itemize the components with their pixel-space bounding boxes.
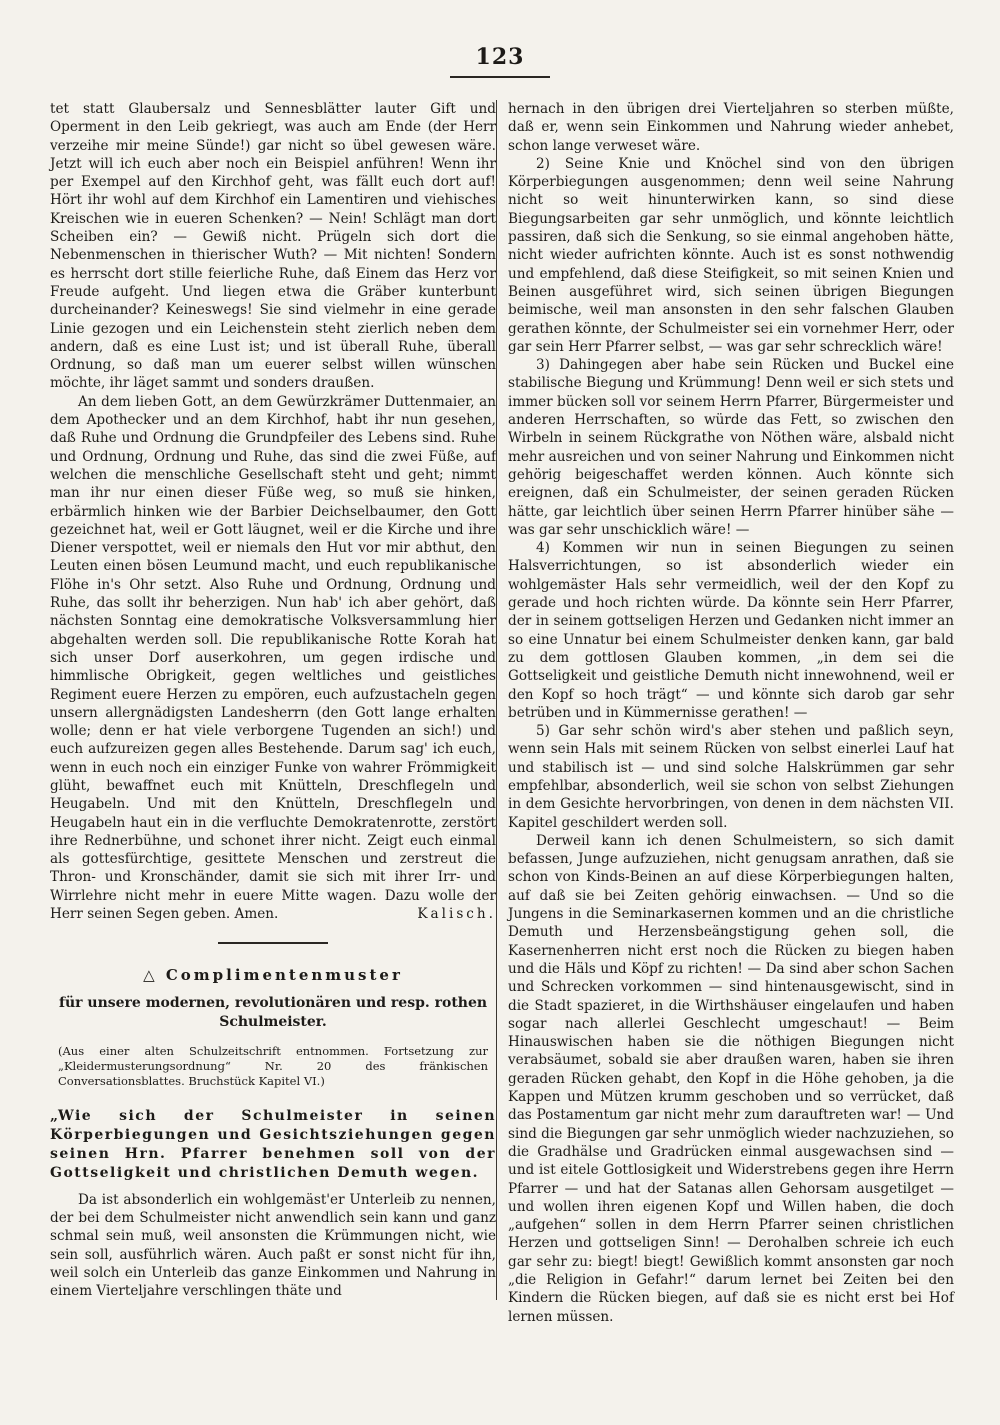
left-paragraph-2: An dem lieben Gott, an dem Gewürzkrämer Duttenmaier, an dem Apothecker und an dem Kirchhof, habt ihr nun gesehen, daß Ruhe und Ordnung die Grundpfeiler des Lebens sind. Ruhe und Ordnung, Ordnung und Ruhe, das sind die zwei Füße, auf welchen die menschliche Gesellschaft steht und geht; nimmt man ihr nur einen dieser Füße weg, so muß sie hinken, erbärmlich hinken wie der Barbier Deichselbaumer, den Gott gezeichnet hat, weil er Gott läugnet, weil er die Kirche und ihre Diener verspottet, weil er niemals den Hut vor mir abthut, den Leuten einen bösen Leumund macht, und euch republikanische Flöhe in's Ohr setzt. Also Ruhe und Ordnung, Ordnung und Ruhe, das sollt ihr beherzigen. Nun hab' ich aber gehört, daß nächsten Sonntag eine demokratische Volksversammlung hier abgehalten werden soll. Die republikanische Rotte Korah hat sich unser Dorf auserkohren, um gegen irdische und himmlische Obrigkeit, gegen weltliches und geistliches Regiment euere Herzen zu empören, euch aufzustacheln gegen unsern allergnädigsten Landesherrn (den Gott lange erhalten wolle; denn er hat viele verborgene Tugenden an sich!) und euch aufzureizen gegen alles Bestehende. Darum sag' ich euch, wenn in euch noch ein einziger Funke von wahrer Frömmigkeit glüht, bewaffnet euch mit Knütteln, Dreschflegeln und Heugabeln. Und mit den Knütteln, Dreschflegeln und Heugabeln haut ein in die verfluchte Demokratenrotte, zerstört ihre Rednerbühne, und schonet ihrer nicht. Zeigt euch einmal als gottesfürchtige, gesittete Menschen und zerstreut die Thron- und Kronschänder, damit sie sich mit ihrer Irr- und Wirrlehre nicht mehr in euere Mitte wagen. Dazu wolle der Herr seinen Segen geben. Amen. <box>50 393 496 923</box>
section-subtitle: für unsere modernen, revolutionären und resp. rothen Schulmeister. <box>58 994 488 1030</box>
right-paragraph-6: Derweil kann ich denen Schulmeistern, so sich damit befassen, Junge aufzuziehen, nicht genugsam anrathen, daß sie schon von Kinds-Beinen an auf diese Körperbiegungen halten, auf daß sie bei Zeiten gehörig einwachsen. — Und so die Jungens in die Seminarkasernen kommen und an die christliche Demuth und Herzensbeängstigung gehen soll, die Kasernenherren nicht erst noch die Rücken zu biegen haben und die Häls und Köpf zu richten! — Da sind aber schon Sachen und Schrecken vorkommen — sind hintenausgewischt, sind in die Stadt spazieret, in die Wirthshäuser eingelaufen und haben sogar nach allerlei Geschlecht umgeschaut! — Beim Hinauswischen haben sie die nöthigen Biegungen nicht verabsäumet, sobald sie aber draußen waren, haben sie ihren geraden Rücken gehabt, den Kopf in die Höhe gehoben, ja die Kappen und Mützen krumm geschoben und so verrücket, daß das Postamentum gar nicht mehr zum darauftreten war! — Und sind die Biegungen gar sehr unmöglich wieder nachzuziehen, so die Gradhälse und Gradrücken einmal ausgewachsen sind — und ist eitele Gottlosigkeit und Widerstrebens gegen ihre Herrn Pfarrer — und hat der Satanas allen Gehorsam ausgetilget — und wollen ihren eigenen Kopf und Willen haben, die doch „aufgehen“ sollen in dem Herrn Pfarrer seinen christlichen Herzen und gottseligen Sinn! — Derohalben schreie ich euch gar sehr zu: biegt! biegt! Gewißlich kommt ansonsten gar noch „die Religion in Gefahr!“ darum lernet bei Zeiten bei den Kindern die Rücken biegen, auf daß sie es nicht erst bei Hof lernen müssen. <box>508 832 954 1325</box>
right-paragraph-4: 4) Kommen wir nun in seinen Biegungen zu seinen Halsverrichtungen, so ist absonderlich wieder ein wohlgemäster Hals sehr vermeidlich, weil der den Kopf zu gerade und hoch richten würde. Da könnte sein Herr Pfarrer, der in seinem gottseligen Herzen und Gedanken nicht immer an so eine Unnatur bei einem Schulmeister denken kann, gar bald zu dem gottlosen Glauben kommen, „in dem sei die Gottseligkeit und geistliche Demuth nicht innewohnend, weil er den Kopf so hoch trägt“ — und könnte sich darob gar sehr betrüben und in Kümmernisse gerathen! — <box>508 540 954 721</box>
left-column <box>50 100 496 1300</box>
section-divider <box>218 942 328 944</box>
lead-quote: „Wie sich der Schulmeister in seinen Körperbiegungen und Gesichtsziehungen gegen seinen Hrn. Pfarrer benehmen soll von der Gottseligkeit und christlichen Demuth wegen. <box>50 1107 496 1181</box>
signature: Kalisch. <box>417 906 496 923</box>
left-paragraph-3: Da ist absonderlich ein wohlgemäst'er Unterleib zu nennen, der bei dem Schulmeister nicht anwendlich sein kann und ganz schmal sein muß, weil ansonsten die Krümmungen nicht, wie sein soll, ausführlich wären. Auch paßt er sonst nicht für ihn, weil solch ein Unterleib das ganze Einkommen und Nahrung in einem Vierteljahre verschlingen thäte und <box>50 1191 496 1300</box>
right-paragraph-5: 5) Gar sehr schön wird's aber stehen und paßlich seyn, wenn sein Hals mit seinem Rücken von selbst einerlei Lauf hat und stabilisch ist — und sind solche Halskrümmen gar sehr empfehlbar, absonderlich, weil sie schon von selbst Ziehungen in dem Gesichte hervorbringen, von denen in dem nächsten VII. Kapitel geschildert werden soll. <box>508 723 954 831</box>
page-number: 123 <box>475 44 525 70</box>
column-divider <box>496 100 497 1300</box>
right-paragraph-3: 3) Dahingegen aber habe sein Rücken und Buckel eine stabilische Biegung und Krümmung! Denn weil er sich stets und immer bücken soll vor seinem Herrn Pfarrer, Bürgermeister und anderen Herrschaften, so würde das Fett, so zwischen den Wirbeln in seinem Rückgrathe von Nöthen wäre, alsbald nicht mehr ausreichen und von seiner Nahrung und Einkommen nicht gehörig beigeschaffet werden können. Auch könnte sich ereignen, daß ein Schulmeister, der seinen geraden Rücken hätte, gar leichtlich über seinen Herrn Pfarrer hinüber sähe — was gar sehr unschicklich wäre! — <box>508 357 954 538</box>
right-paragraph-2: 2) Seine Knie und Knöchel sind von den übrigen Körperbiegungen ausgenommen; denn weil seine Nahrung nicht so weit hinunterwirken kann, so sind diese Biegungsarbeiten gar sehr unmöglich, und könnte leichtlich passiren, daß sich die Senkung, so sie einmal angehoben hätte, nicht wieder aufrichten könnte. Auch ist es sonst nothwendig und empfehlend, daß diese Steifigkeit, so mit seinen Knien und Beinen ausgeführet wird, sich seinen übrigen Biegungen beimische, weil man ansonsten in den sehr falschen Glauben gerathen könnte, der Schulmeister sei ein vornehmer Herr, oder gar sein Herr Pfarrer selbst, — was gar sehr schrecklich wäre! <box>508 155 955 355</box>
section-note: (Aus einer alten Schulzeitschrift entnommen. Fortsetzung zur „Kleidermusterungsordnung“ Nr. 20 des fränkischen Conversationsblattes. Bruchstück Kapitel VI.) <box>58 1043 488 1088</box>
header-rule <box>450 76 550 78</box>
right-column <box>508 100 954 1326</box>
right-paragraph-1: hernach in den übrigen drei Vierteljahren so sterben müßte, daß er, wenn sein Einkommen und Nahrung wieder anhebet, schon lange verweset wäre. <box>508 101 954 154</box>
section-title: △ Complimentenmuster <box>143 965 403 984</box>
left-paragraph-1: tet statt Glaubersalz und Sennesblätter lauter Gift und Operment in den Leib gekriegt, was auch am Ende (der Herr verzeihe mir meine Sünde!) gar nicht so übel gewesen wäre. Jetzt will ich euch aber noch ein Beispiel anführen! Wenn ihr per Exempel auf den Kirchhof geht, was fällt euch dort auf! Hört ihr wohl auf dem Kirchhof ein Lamentiren und viehisches Kreischen wie in eueren Schenken? — Nein! Schlägt man dort Scheiben ein? — Gewiß nicht. Prügeln sich dort die Nebenmenschen in thierischer Wuth? — Mit nichten! Sondern es herrscht dort stille feierliche Ruhe, daß Einem das Herz vor Freude aufgeht. Und liegen etwa die Gräber kunterbunt durcheinander? Keineswegs! Sie sind vielmehr in eine gerade Linie gezogen und ein Leichenstein steht zierlich neben dem andern, daß es eine Lust ist; und ist überall Ruhe, überall Ordnung, so daß man um euerer selbst willen wünschen möchte, ihr läget sammt und sonders draußen. <box>50 101 496 392</box>
